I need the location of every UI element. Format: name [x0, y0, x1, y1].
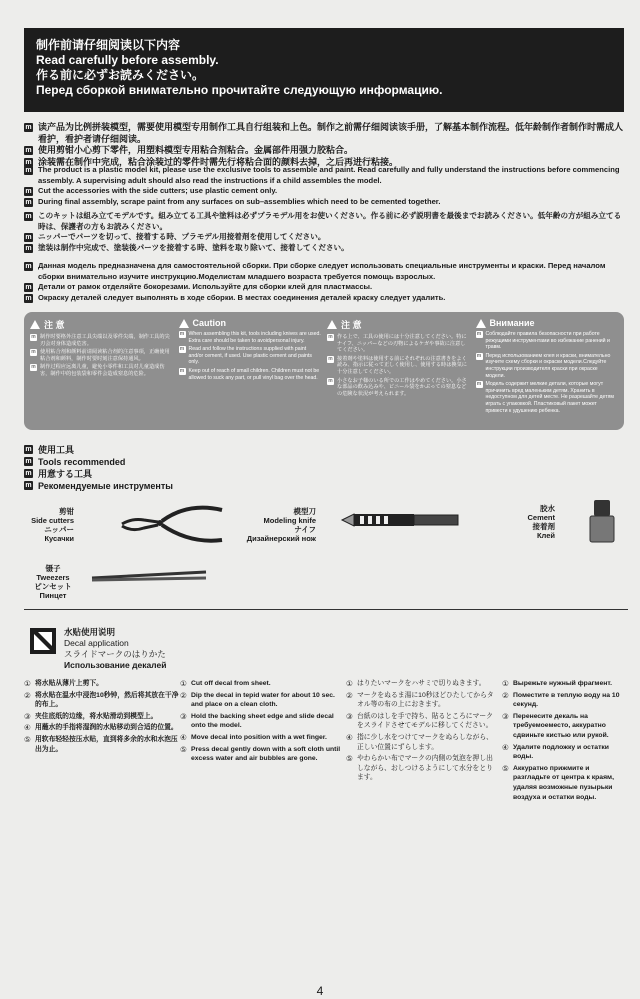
bullet-icon: m — [25, 167, 32, 174]
bullet-icon: m — [25, 188, 32, 195]
bullet-icon: m — [25, 294, 32, 302]
bullet-icon: m — [179, 331, 185, 337]
header-title-cn: 制作前请仔细阅读以下内容 — [36, 38, 181, 52]
bullet-icon: m — [328, 377, 333, 384]
bullet-icon: m — [476, 381, 482, 388]
bullet-icon: m — [179, 367, 185, 374]
decal-step: ② マークをぬるま湯に10秒ほどひたしてからタオル等の布の上におきます。 — [346, 690, 494, 709]
decal-step: ③ Hold the backing sheet edge and slide decal onto the model. — [180, 711, 334, 730]
bullet-icon: m — [328, 355, 333, 362]
decal-step: ② 将水贴在温水中浸泡10秒钟，然后将其放在干净的布上。 — [24, 690, 179, 709]
knife-icon — [340, 510, 460, 530]
bullet-icon: m — [25, 198, 32, 206]
warning-icon — [30, 320, 40, 329]
page-number: 4 — [316, 984, 324, 998]
bullet-icon: m — [25, 213, 32, 220]
intro-en-item: m The product is a plastic model kit, please use the exclusive tools to assemble and paint. Read carefully and fully understand the instructions before commencing assembly. A supervising adult should also read the instructions if a child assembles the model. — [25, 165, 620, 185]
decal-step: ⑤ Аккуратно прижмите и разгладьте от центра к краям, удаляя возможные пузырьки воздуха и остатки воды. — [502, 763, 614, 801]
intro-cn — [24, 122, 624, 168]
side-cutters-label: 剪钳 Side cutters ニッパー Кусачки — [31, 507, 74, 543]
decal-step: ⑤ Press decal gently down with a soft cloth until excess water and air bubbles are gone. — [180, 744, 341, 763]
bullet-icon: m — [25, 234, 32, 241]
intro-en-item: m During final assembly, scrape paint from any surfaces on sub–assemblies which need to be cemented together. — [25, 196, 441, 206]
intro-ru-item: m Данная модель предназначена для самостоятельной сборки. При сборке следует использовать специальные инструменты и краски. Перед началом сборки внимательно изучите инструкцию.Моделистам младшего возраста требуется помощь взрослых. — [25, 261, 606, 281]
decal-step: ⑤ やわらかい布でマークの内側の気泡を押し出しながら、おしつけるようにして水分をとります。 — [346, 754, 493, 782]
header-title-en: Read carefully before assembly. — [36, 53, 219, 67]
caution-column-cn: 注 意 m 制作时要格外注意工具尖端以及零件尖端，制作工具的尖刃会对身体造成危害。 m 使用粘合剂和颜料前请阅读粘合剂的注意事项，正确使用粘合剂和颜料，制作时要时刻注意保持通风。 m 制作过程应远离儿童，避免小零件和工具对儿童造成伤害，制作中的包装袋和零件会造成窒息的危险。 — [31, 320, 170, 377]
decal-steps-en — [180, 679, 346, 766]
bullet-icon: m — [25, 147, 32, 154]
bullet-icon: m — [25, 482, 32, 489]
header-title-ru: Перед сборкой внимательно прочитайте следующую информацию. — [36, 83, 443, 97]
decal-step: ① はりたいマークをハサミで切りぬきます。 — [346, 679, 486, 688]
decal-steps-cn — [24, 679, 180, 756]
intro-en — [24, 165, 624, 207]
intro-jp-item: m ニッパーでパーツを切って、接着する時、プラモデル用接着剤を使用してください。 — [25, 232, 326, 241]
decal-step: ① 将水贴从薄片上剪下。 — [24, 679, 103, 688]
bullet-icon: m — [25, 244, 32, 252]
caution-title: 注 意 — [44, 320, 65, 330]
decal-steps-jp — [346, 679, 498, 785]
intro-ru-item: m Окраску деталей следует выполнять в ходе сборки. В местах соединения деталей краску следует удалить. — [25, 292, 446, 302]
caution-column-jp: 注 意 m 作る上で、工具の使用には十分注意してください。特にナイフ、ニッパーなどの刃物によるケガや事故に注意してください。 m 接着剤や塗料は使用する前にそれぞれの注意書きをよく読み、指示に従って正しく使用し、使用する時は換気に十分注意してください。 m 小さなお子様のいる所での工作はやめてください。小さな部品の飲み込みや、ビニール袋をかぶっての窒息などの危険な状況が考えられます。 — [328, 320, 467, 397]
warning-icon — [476, 319, 486, 328]
caution-title: Внимание — [489, 318, 535, 328]
cement-bottle-icon — [584, 498, 620, 544]
bullet-icon: m — [25, 458, 32, 465]
intro-cn-item: m 使用剪钳小心剪下零件，用塑料模型专用粘合剂粘合。金属部件用强力胶粘合。 — [25, 145, 354, 155]
caution-column-en: Caution m When assembling this kit, tools including knives are used. Extra care should be taken to avoidpersonal injury. m Read and follow the instructions supplied with paint and/or cement, if used. Use plastic cement and paints only. m Keep out of reach of small children. Children must not be allowed to suck any part, or pull vinyl bag over the head. — [179, 318, 321, 381]
decal-step: ② Dip the decal in tepid water for about 10 sec. and place on a clean cloth. — [180, 690, 335, 709]
bullet-icon: m — [25, 263, 32, 270]
decal-step: ④ Удалите подложку и остатки воды. — [502, 742, 609, 761]
tweezers-label: 镊子 Tweezers ピンセット Пинцет — [34, 564, 72, 600]
warning-icon — [179, 319, 189, 328]
decal-step: ② Поместите в теплую воду на 10 секунд. — [502, 690, 620, 709]
bullet-icon: m — [328, 334, 333, 340]
caution-title: Caution — [192, 318, 226, 328]
caution-box — [24, 312, 624, 430]
intro-jp — [24, 211, 624, 253]
intro-cn-item: m 涂装需在制作中完成，粘合涂装过的零件时需先行将粘合面的颜料去掉，之后再进行粘接。 — [25, 156, 399, 167]
caution-column-ru: Внимание m Соблюдайте правила безопасности при работе режущими инструментами во избежание ранений и травм. m Перед использованием клея и краски, внимательно изучите схему сборки и окраски модели.Следуйте инструкции производителя краски при окраске модели. m Модель содержит мелкие детали, которые могут причинить вред маленьким детям. Хранить в недоступном для детей месте. Не разрешайте детям играть с упаковкой. Пластиковый пакет может привести к удушению ребенка. — [476, 318, 614, 414]
bullet-icon: m — [31, 334, 36, 340]
intro-en-item: m Cut the accessories with the side cutters; use plastic cement only. — [25, 186, 278, 195]
decal-step: ④ 用蘸水的手指将湿润的水贴移动到合适的位置。 — [24, 723, 178, 733]
decal-step: ⑤ 用软布轻轻按压水贴，直到将多余的水和水泡压出为止。 — [24, 734, 178, 753]
decal-step: ④ Move decal into position with a wet finger. — [180, 732, 327, 742]
bullet-icon: m — [25, 446, 32, 453]
modeling-knife-label: 模型刀 Modeling knife ナイフ Дизайнерский нож — [246, 507, 316, 543]
side-cutters-icon — [118, 500, 228, 546]
caution-title: 注 意 — [341, 320, 362, 330]
bullet-icon: m — [31, 364, 36, 371]
warning-icon — [327, 320, 337, 329]
section-divider — [24, 609, 628, 610]
tools-section-title: m 使用工具 m Tools recommended m 用意する工具 m Рекомендуемые инструменты — [25, 445, 173, 491]
decal-step: ④ 指に少し水をつけてマークをぬらしながら、正しい位置にずらします。 — [346, 732, 493, 751]
decal-icon — [30, 628, 56, 654]
decal-step: ① Cut off decal from sheet. — [180, 679, 271, 688]
tweezers-icon — [90, 566, 210, 586]
decal-section-title: 水贴使用说明 Decal application スライドマークのはりかた Использование декалей — [64, 627, 167, 670]
intro-ru-item: m Детали от рамок отделяйте бокорезами. Используйте для сборки клей для пластмассы. — [25, 282, 373, 291]
bullet-icon: m — [179, 346, 185, 353]
bullet-icon: m — [25, 158, 32, 166]
intro-cn-item: m 读产品为比例拼装模型，需要使用模型专用制作工具自行组装和上色。制作之前需仔细阅读该手册，了解基本制作流程。低年龄制作者制作时需成人看护，看护者请仔细阅读。 — [25, 122, 624, 144]
bullet-icon: m — [25, 124, 32, 131]
decal-step: ③ 夹住底纸的边缘，将水贴滑动到模型上。 — [24, 711, 158, 721]
decal-step: ③ 台紙のはしを手で持ち、貼るところにマークをスライドさせてモデルに移してください。 — [346, 711, 493, 730]
bullet-icon: m — [476, 352, 482, 359]
bullet-icon: m — [476, 331, 482, 337]
intro-ru — [24, 261, 624, 303]
page-header — [24, 28, 624, 112]
intro-jp-item: m このキットは組み立てモデルです。組み立てる工具や塗料は必ずプラモデル用をお使いください。作る前に必ず説明書を最後までお読みください。低年齢の方が組み立てる時は、保護者の方もお読みください。 — [25, 211, 622, 231]
bullet-icon: m — [25, 284, 32, 291]
intro-jp-item: m 塗装は制作中完成で、塗装後パーツを接着する時、塗料を取り除いて、接着してください。 — [25, 242, 349, 252]
cement-label: 胶水 Cement 接着剤 Клей — [527, 504, 555, 540]
bullet-icon: m — [31, 349, 36, 356]
bullet-icon: m — [25, 470, 32, 477]
decal-step: ① Вырежьте нужный фрагмент. — [502, 679, 612, 688]
decal-steps-ru — [502, 679, 626, 804]
decal-step: ③ Перенесите декаль на требуемоеместо, аккуратно сдвиньте кистью или рукой. — [502, 711, 609, 739]
header-title-jp: 作る前に必ずお読みください。 — [36, 68, 205, 82]
